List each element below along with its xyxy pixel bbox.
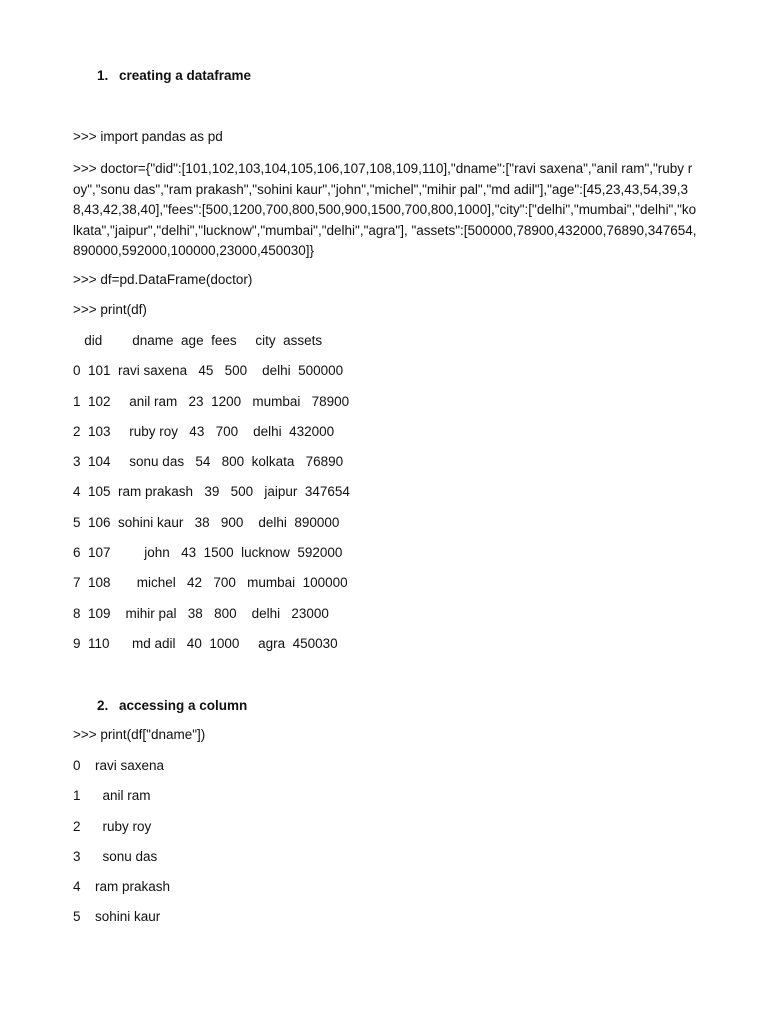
dataframe-row: 3 104 sonu das 54 800 kolkata 76890 — [73, 454, 344, 470]
section-heading-1 — [97, 68, 251, 83]
dataframe-output — [73, 333, 350, 666]
dataframe-row: 8 109 mihir pal 38 800 delhi 23000 — [73, 605, 329, 621]
series-index: 1 — [73, 788, 81, 804]
series-index: 5 — [73, 909, 81, 925]
series-index: 2 — [73, 818, 81, 834]
code-line-print-df: >>> print(df) — [73, 302, 147, 317]
code-line-print-dname: >>> print(df["dname"]) — [73, 727, 206, 742]
series-value: anil ram — [95, 788, 151, 804]
dataframe-row: 0 101 ravi saxena 45 500 delhi 500000 — [73, 363, 344, 379]
section-title: creating a dataframe — [119, 68, 252, 83]
series-index: 4 — [73, 879, 81, 895]
dataframe-row: 9 110 md adil 40 1000 agra 450030 — [73, 635, 338, 651]
dataframe-row: 5 106 sohini kaur 38 900 delhi 890000 — [73, 514, 340, 530]
dataframe-row: 1 102 anil ram 23 1200 mumbai 78900 — [73, 393, 350, 409]
series-value: sonu das — [95, 848, 158, 864]
series-index: 0 — [73, 758, 81, 773]
code-line-import: >>> import pandas as pd — [73, 129, 223, 144]
section-number: 1. — [97, 68, 109, 83]
section-heading-2 — [97, 698, 247, 713]
dataframe-row: 2 103 ruby roy 43 700 delhi 432000 — [73, 423, 335, 439]
section-title: accessing a column — [119, 698, 248, 713]
section-number: 2. — [97, 698, 109, 713]
series-value: ravi saxena — [95, 758, 165, 773]
dataframe-row: 7 108 michel 42 700 mumbai 100000 — [73, 575, 348, 591]
series-value: ruby roy — [95, 818, 152, 834]
code-line-doctor-dict: >>> doctor={"did":[101,102,103,104,105,106,107,108,109,110],"dname":["ravi saxena","anil ram","ruby roy","sonu das","ram prakash","sohini kaur","john","michel","mihir pal","md adil"],"age":[45,23,43,54,39,38,43,42,38,40],"fees":[500,1200,700,800,500,900,1500,700,800,1000],"city":["delhi","mumbai","delhi","kolkata","jaipur","delhi","lucknow","mumbai","delhi","agra"], "assets":[500000,78900,432000,76890,347654,890000,592000,100000,23000,450030]} — [73, 161, 697, 258]
dataframe-header: did dname age fees city assets — [73, 333, 323, 348]
code-line-create-df: >>> df=pd.DataFrame(doctor) — [73, 272, 253, 287]
series-value: sohini kaur — [95, 909, 161, 925]
dataframe-row: 4 105 ram prakash 39 500 jaipur 347654 — [73, 484, 350, 500]
dataframe-row: 6 107 john 43 1500 lucknow 592000 — [73, 545, 343, 561]
series-index: 3 — [73, 848, 81, 864]
series-value: ram prakash — [95, 879, 171, 895]
